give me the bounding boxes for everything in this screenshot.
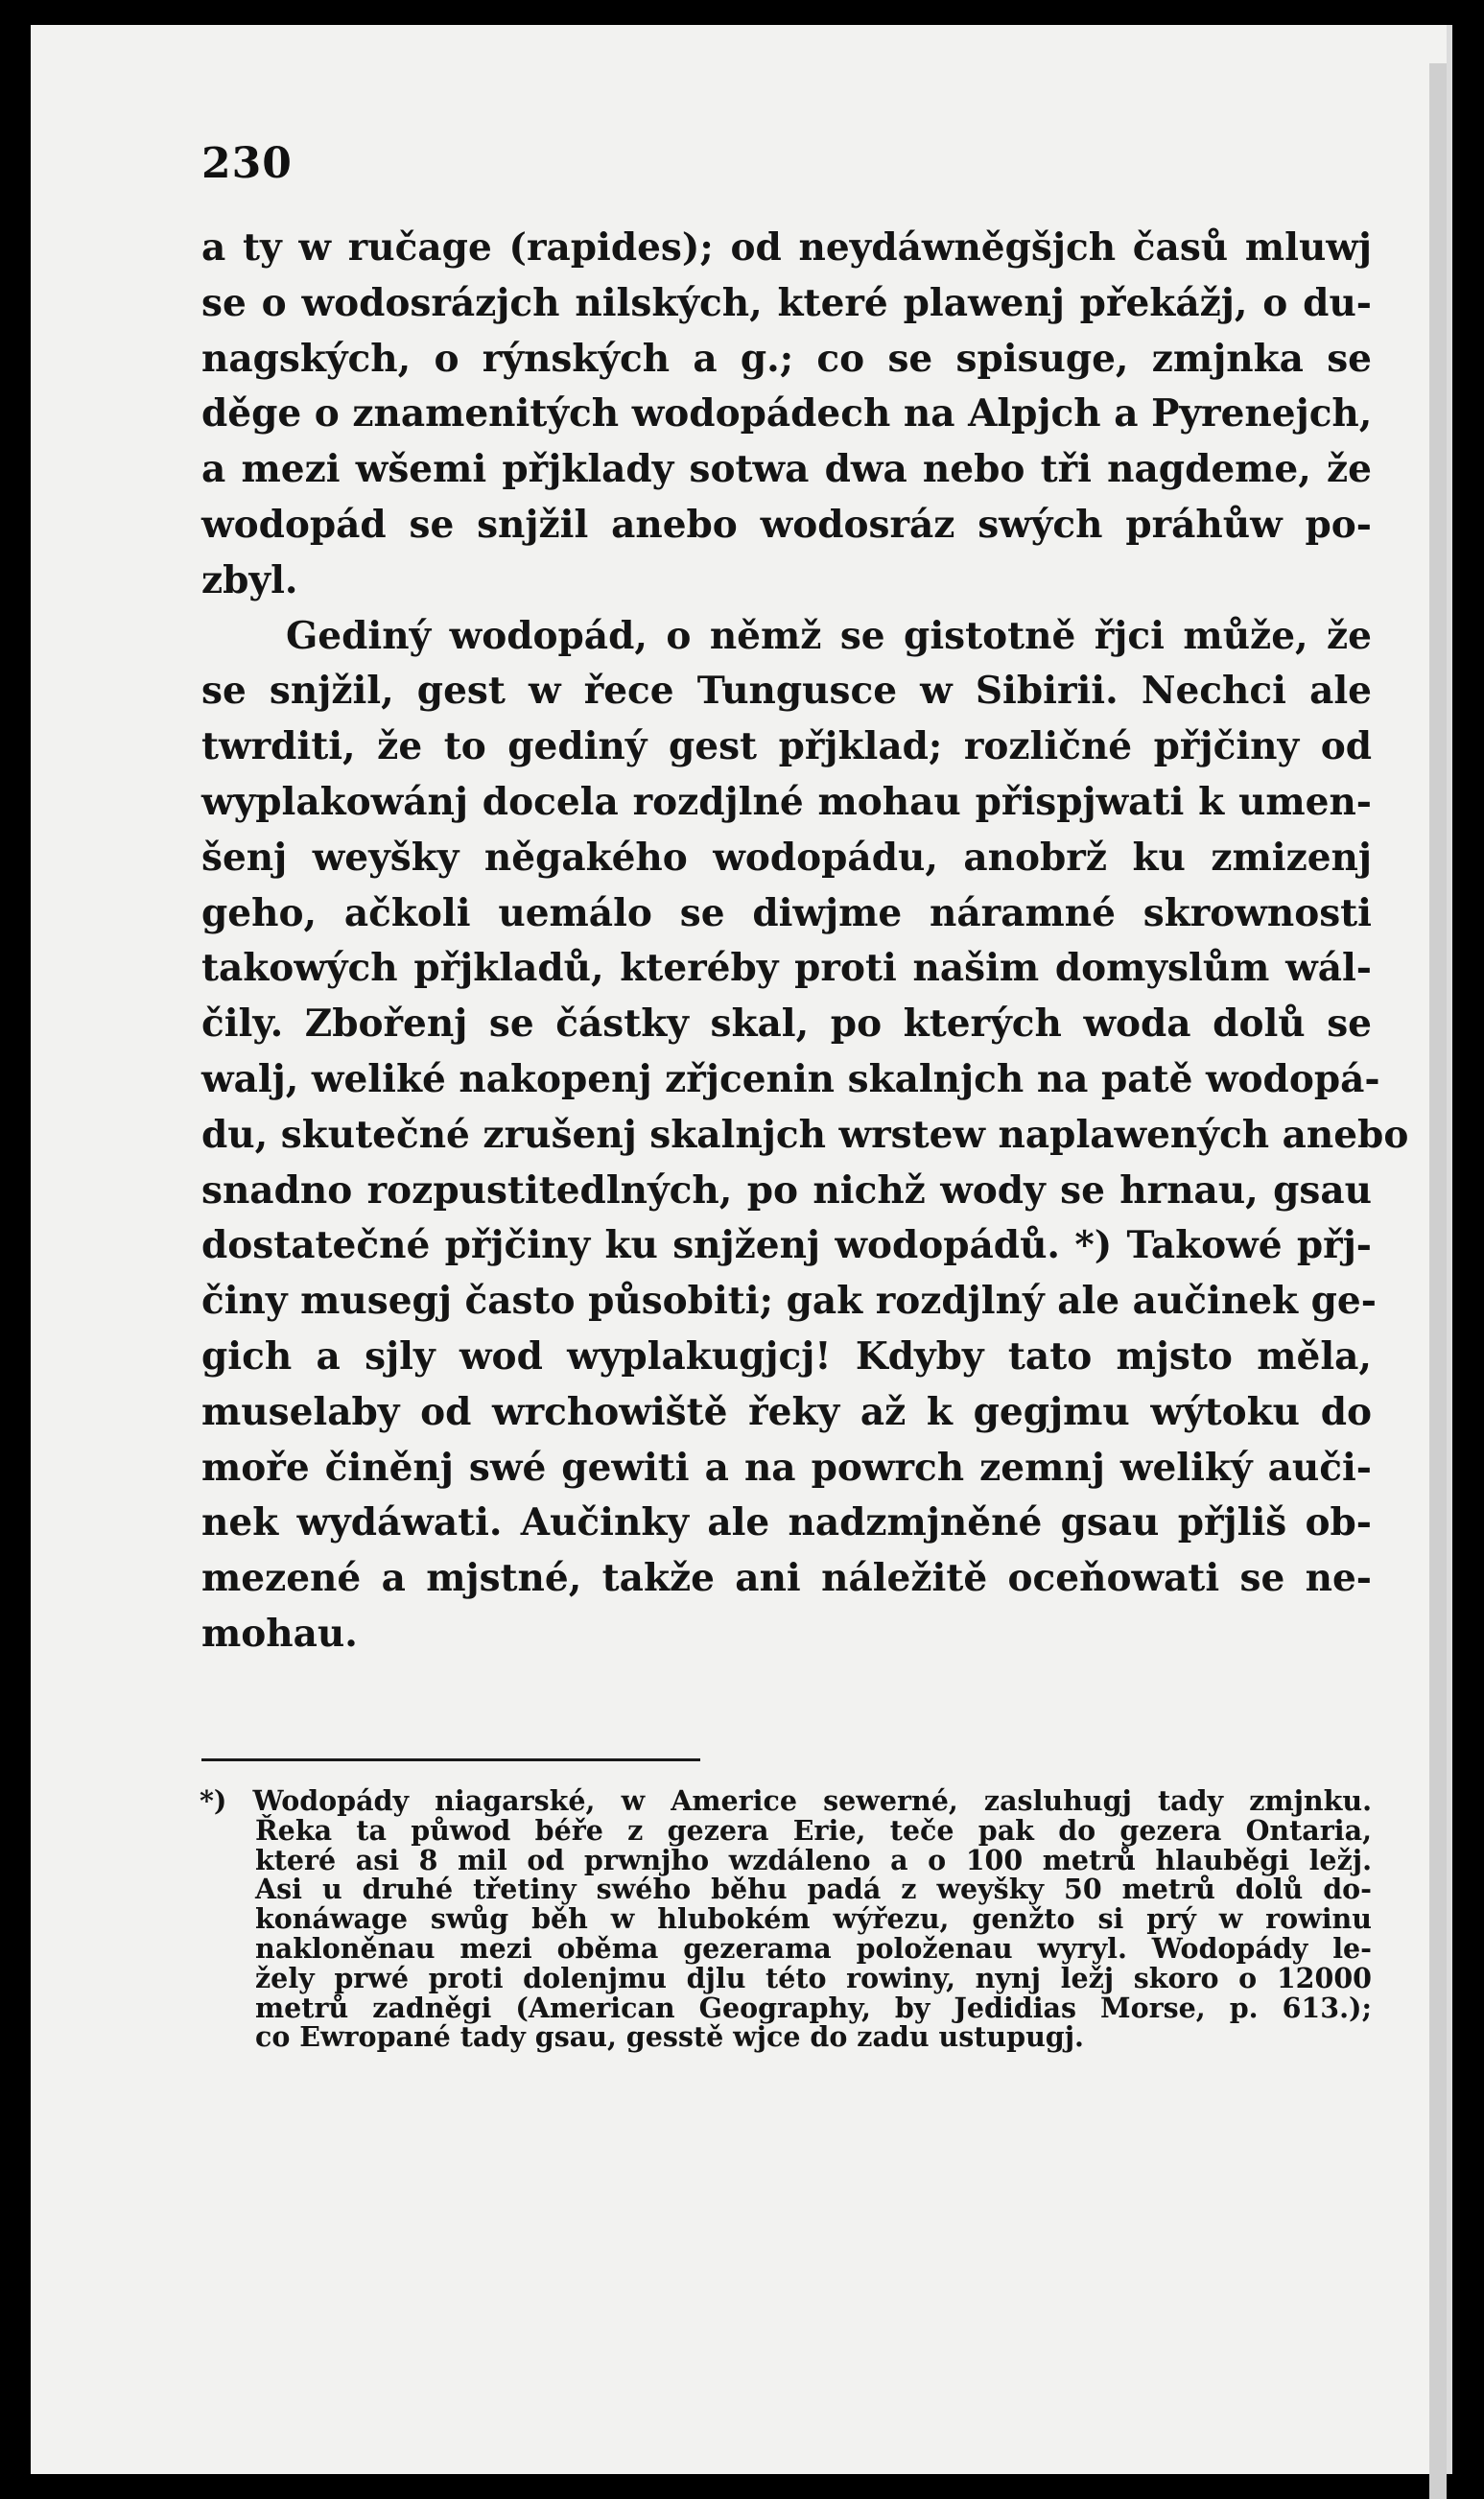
text-line: snadno rozpustitedlných, po nichž wody se hrnau, gsau (201, 1167, 1372, 1213)
footnote-line: metrů zadněgi (American Geography, by Jedidias Morse, p. 613.); (255, 1991, 1372, 2024)
page-edge (1429, 63, 1447, 2499)
footnote-divider (201, 1758, 700, 1761)
footnote-line: *) Wodopády niagarské, w Americe sewerné, zasluhugj tady zmjnku. (200, 1784, 1372, 1817)
main-text (201, 221, 1409, 1662)
text-line: du, skutečné zrušenj skalnjch wrstew naplawených anebo (201, 1112, 1409, 1157)
text-line: mohau. (201, 1611, 358, 1656)
text-line: se o wodosrázjch nilských, které plawenj překážj, o du- (201, 280, 1372, 325)
text-line: moře činěnj swé gewiti a na powrch zemnj weliký auči- (201, 1445, 1372, 1490)
text-line: nek wydáwati. Aučinky ale nadzmjněné gsau přjliš ob- (201, 1500, 1372, 1545)
footnote-line: které asi 8 mil od prwnjho wzdáleno a o 100 metrů hlauběgi ležj. (255, 1843, 1372, 1876)
text-line: wyplakowánj docela rozdjlné mohau přispjwati k umen- (201, 779, 1372, 824)
text-line: twrditi, že to gediný gest přjklad; rozličné přjčiny od (201, 724, 1372, 769)
text-line: gich a sjly wod wyplakugjcj! Kdyby tato mjsto měla, (201, 1333, 1372, 1379)
text-line: a ty w ručage (rapides); od neydáwněgšjch časů mluwj (201, 225, 1372, 270)
text-line: děge o znamenitých wodopádech na Alpjch a Pyrenejch, (201, 391, 1373, 436)
text-line: geho, ačkoli uemálo se diwjme náramné skrownosti (201, 890, 1372, 935)
footnote-line: Asi u druhé třetiny swého běhu padá z weyšky 50 metrů dolů do- (255, 1873, 1372, 1906)
text-line: muselaby od wrchowiště řeky až k gegjmu wýtoku do (201, 1389, 1372, 1434)
text-line: zbyl. (201, 557, 298, 602)
text-line: wodopád se snjžil anebo wodosráz swých práhůw po- (201, 502, 1372, 547)
text-line: činy musegj často působiti; gak rozdjlný ale aučinek ge- (201, 1279, 1377, 1324)
text-line: nagských, o rýnských a g.; co se spisuge, zmjnka se (201, 336, 1372, 381)
text-line: šenj weyšky něgakého wodopádu, anobrž ku zmizenj (201, 835, 1372, 880)
text-line: a mezi wšemi přjklady sotwa dwa nebo tři nagdeme, že (201, 447, 1372, 492)
text-line: walj, weliké nakopenj zřjcenin skalnjch na patě wodopá- (201, 1056, 1380, 1101)
footnote-line: nakloněnau mezi oběma gezerama položenau wyryl. Wodopády le- (255, 1931, 1372, 1965)
text-line: Gediný wodopád, o němž se gistotně řjci může, že (286, 613, 1372, 658)
footnote-line: Řeka ta půwod béře z gezera Erie, teče pak do gezera Ontaria, (255, 1813, 1372, 1847)
footnote (200, 1786, 1372, 2052)
text-line: čily. Zbořenj se částky skal, po kterých woda dolů se (201, 1002, 1372, 1047)
text-line: se snjžil, gest w řece Tungusce w Sibirii. Nechci ale (201, 669, 1372, 714)
footnote-line: co Ewropané tady gsau, gesstě wjce do zadu ustupugj. (255, 2020, 1084, 2054)
text-line: takowých přjkladů, kteréby proti našim domyslům wál- (201, 946, 1372, 991)
footnote-line: konáwage swůg běh w hlubokém wýřezu, genžto si prý w rowinu (255, 1902, 1372, 1936)
page-number: 230 (201, 139, 293, 188)
text-line: mezené a mjstné, takže ani náležitě oceňowati se ne- (201, 1556, 1372, 1601)
text-line: dostatečné přjčiny ku snjženj wodopádů. *) Takowé přj- (201, 1223, 1372, 1268)
footnote-line: žely prwé proti dolenjmu djlu této rowiny, nynj ležj skoro o 12000 (255, 1961, 1372, 1994)
